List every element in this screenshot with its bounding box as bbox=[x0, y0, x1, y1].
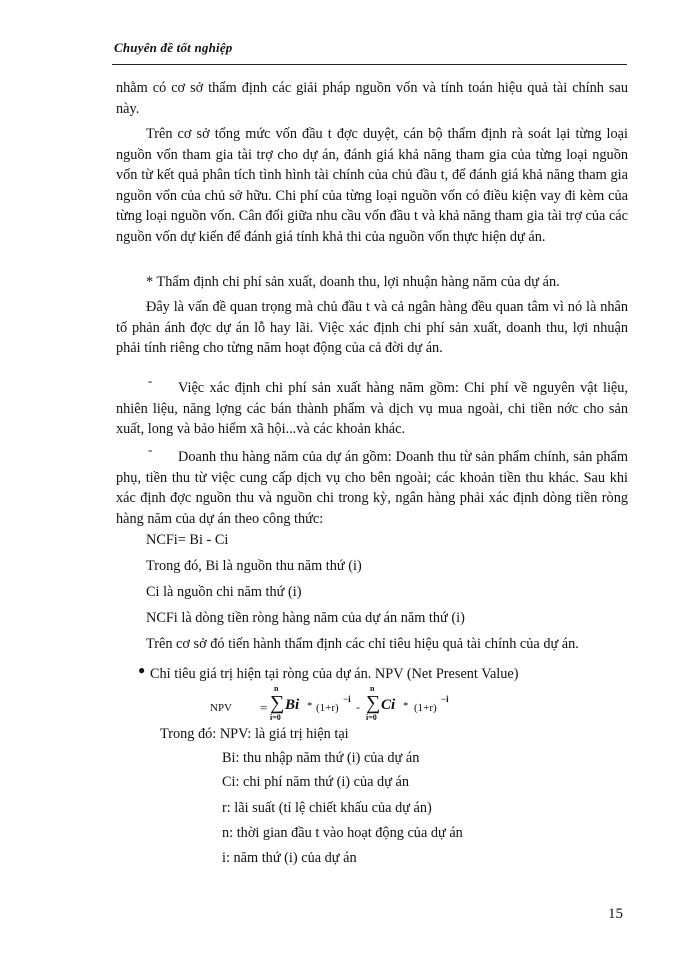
where-item-n: n: thời gian đầu t vào hoạt động của dự án bbox=[222, 825, 463, 841]
dash-marker: - bbox=[148, 442, 153, 457]
paragraph-1: nhằm có cơ sở thẩm định các giải pháp nguồn vốn và tính toán hiệu quả tài chính sau này. bbox=[116, 80, 628, 117]
where-intro: Trong đó: NPV: là giá trị hiện tại bbox=[160, 726, 349, 742]
paragraph-6: Doanh thu hàng năm của dự án gồm: Doanh thu từ sản phẩm chính, sản phẩm phụ, tiền thu từ việc cung cấp dịch vụ cho bên ngoài; các khoản tiền thu khác. Sau khi xác định đợc nguồn thu và nguồn chi trong kỳ, ngân hàng phải xác định dòng tiền ròng hàng năm của dự án theo công thức: bbox=[116, 449, 628, 527]
where-item-i: i: năm thứ (i) của dự án bbox=[222, 850, 357, 866]
definition-ci: Ci là nguồn chi năm thứ (i) bbox=[146, 584, 302, 600]
definition-bi: Trong đó, Bi là nguồn thu năm thứ (i) bbox=[146, 558, 362, 574]
formula-sum-upper: n bbox=[370, 684, 375, 693]
where-item-r: r: lãi suất (tỉ lệ chiết khấu của dự án) bbox=[222, 800, 432, 816]
dash-marker: - bbox=[148, 373, 153, 388]
sum-symbol-icon: ∑ bbox=[270, 692, 285, 714]
paragraph-5: Việc xác định chi phí sản xuất hàng năm gồm: Chi phí về nguyên vật liệu, nhiên liệu, năng lợng các bán thành phẩm và dịch vụ mua ngoài, chi tiền nớc cho sản xuất, long và bảo hiểm xã hội...và các khoản khác. bbox=[116, 380, 628, 437]
formula-discount-factor: (1+r) bbox=[414, 702, 437, 714]
formula-times: * bbox=[403, 700, 409, 712]
formula-minus: - bbox=[356, 700, 360, 714]
ncf-formula: NCFi= Bi - Ci bbox=[146, 532, 229, 548]
formula-sum-lower: i=0 bbox=[366, 713, 377, 722]
page-number: 15 bbox=[608, 906, 623, 922]
document-header-title: Chuyên đề tốt nghiệp bbox=[114, 40, 233, 55]
formula-sum-lower: i=0 bbox=[270, 713, 281, 722]
sum-symbol-icon: ∑ bbox=[366, 692, 381, 714]
formula-npv-label: NPV bbox=[210, 702, 233, 714]
npv-formula bbox=[210, 684, 550, 724]
paragraph-2: Trên cơ sở tổng mức vốn đầu t đợc duyệt, cán bộ thẩm định rà soát lại từng loại nguồn vốn tham gia tài trợ cho dự án, đánh giá khả năng tham gia của từng loại nguồn vốn từ kết quả phân tích tình hình tài chính của chủ đầu t, để đánh giá khả năng tham gia nguồn vốn của chủ sở hữu. Chi phí của từng loại nguồn vốn có điều kiện vay đi kèm của từng loại nguồn vốn. Cân đối giữa nhu cầu vốn đầu t và khả năng tham gia tài trợ của các nguồn vốn dự kiến để đánh giá tính khả thi của nguồn vốn thực hiện dự án. bbox=[116, 126, 628, 245]
header-divider bbox=[112, 64, 627, 65]
formula-exponent: −i bbox=[343, 694, 351, 704]
formula-times: * bbox=[307, 700, 313, 712]
formula-equals: = bbox=[260, 700, 268, 715]
paragraph-3: * Thẩm định chi phí sản xuất, doanh thu, lợi nhuận hàng năm của dự án. bbox=[146, 274, 560, 290]
formula-sum-upper: n bbox=[274, 684, 279, 693]
where-item-ci: Ci: chi phí năm thứ (i) của dự án bbox=[222, 774, 410, 790]
bullet-icon: ● bbox=[138, 663, 146, 677]
formula-exponent: −i bbox=[441, 694, 449, 704]
formula-discount-factor: (1+r) bbox=[316, 702, 339, 714]
formula-c-term: Ci bbox=[381, 697, 396, 713]
paragraph-4: Đây là vấn đề quan trọng mà chủ đầu t và cả ngân hàng đều quan tâm vì nó là nhân tố phản ánh đợc dự án lỗ hay lãi. Việc xác định chi phí sản xuất, doanh thu, lợi nhuận phải tính riêng cho từng năm hoạt động của cả đời dự án. bbox=[116, 299, 628, 356]
formula-b-term: Bi bbox=[285, 697, 300, 713]
npv-heading: Chỉ tiêu giá trị hiện tại ròng của dự án. NPV (Net Present Value) bbox=[150, 666, 519, 682]
where-item-bi: Bi: thu nhập năm thứ (i) của dự án bbox=[222, 750, 420, 766]
paragraph-7: Trên cơ sở đó tiến hành thẩm định các chỉ tiêu hiệu quả tài chính của dự án. bbox=[146, 636, 579, 652]
definition-ncfi: NCFi là dòng tiền ròng hàng năm của dự án năm thứ (i) bbox=[146, 610, 465, 626]
